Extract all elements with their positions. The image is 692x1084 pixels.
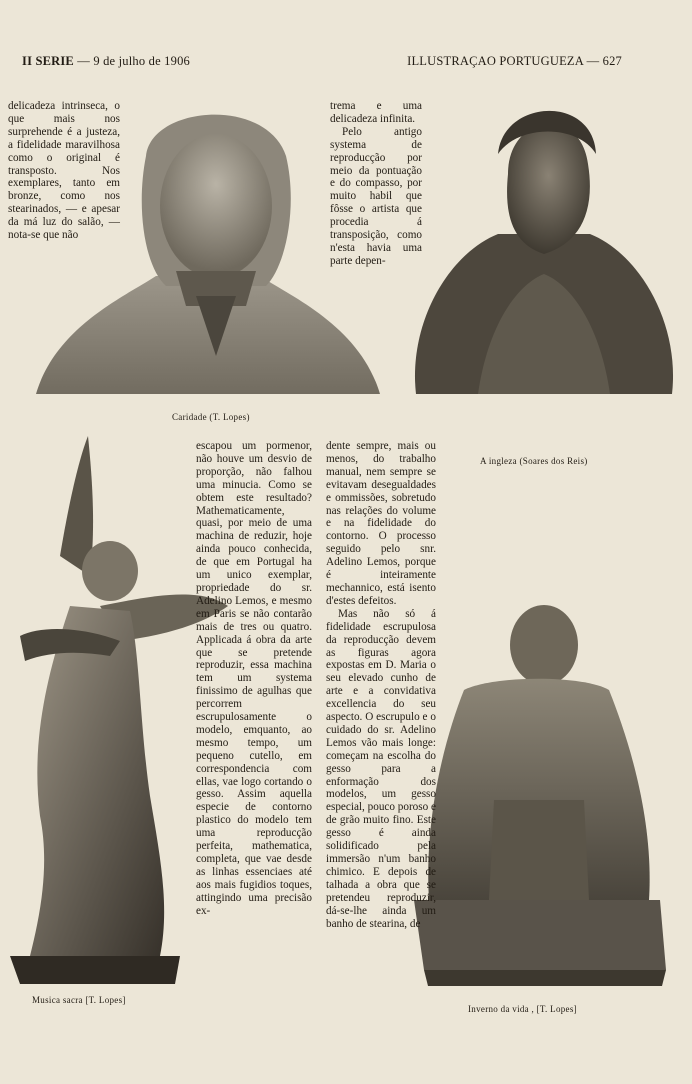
issue-date: — 9 de julho de 1906 xyxy=(73,54,190,68)
page-header-left xyxy=(22,54,190,69)
paragraph: dente sempre, mais ou menos, do trabalho manual, nem sempre se evitavam desegualdades e ommissões, sobretudo nas relações do volume e na fidelidade do contorno. O processo seguido pelo snr. Adelino Lemos, porque é inteiramente mechannico, está isento d'estes defeitos. xyxy=(326,440,436,607)
text-column-c xyxy=(196,440,312,1020)
inverno-da-vida-photo xyxy=(404,600,670,986)
text-column-d xyxy=(326,440,436,1020)
ingleza-photo xyxy=(408,94,680,408)
series-label: II SERIE xyxy=(22,54,74,68)
paragraph: Pelo antigo systema de reproducção por meio da pontuação e do compasso, por muito habil que fôsse o artista que procedia á transposição, como n'esta havia uma parte depen- xyxy=(330,125,422,267)
paragraph: Mas não só á fidelidade escrupulosa da reproducção devem as figuras agora expostas em D. Maria o seu elevado cunho de arte e a convidativa excellencia do seu aspecto. O escrupulo e o cuidado do sr. Adelino Lemos vão mais longe: começam na escolha do gesso para a enformação dos modelos, um gesso especial, pouco poroso e de grão muito fino. Este gesso é ainda solidificado pela immersão n'um banho chimico. E depois de talhada a obra que se pretendeu reproduzir, dá-se-lhe ainda um banho de stearina, de xyxy=(326,607,436,930)
musica-sacra-caption: Musica sacra [T. Lopes] xyxy=(32,995,126,1005)
inverno-da-vida-caption: Inverno da vida , [T. Lopes] xyxy=(468,1004,577,1014)
text-column-b xyxy=(330,100,422,267)
paragraph: escapou um pormenor, não houve um desvio de proporção, não falhou uma minucia. Como se obtem este resultado? Mathematicamente, quasi, por meio de uma machina de reduzir, hoje ainda pouco conhecida, de que em Portugal ha um unico exemplar, propriedade do sr. Adelino Lemos, e mesmo em Paris se não contarão mais de tres ou quatro. Applicada á obra da arte que se pretende reproduzir, essa machina tem um systema finissimo de agulhas que percorrem escrupulosamente o modelo, emquanto, ao mesmo tempo, um pequeno cutello, em correspondencia com ellas, vae logo cortando o gesso. Assim aquella especie de contorno plastico do modelo tem uma reproducção perfeita, mathematica, completa, que vae desde as linhas essenciaes até aos mais fugidios toques, attingindo uma precisão ex- xyxy=(196,440,312,917)
paragraph: delicadeza intrinseca, o que mais nos surprehende é a justeza, a fidelidade maravilhosa como o original é transposto. Nos exemplares, tanto em bronze, como nos stearinados, — e apesar da má luz do salão, —nota-se que não xyxy=(8,100,120,242)
page-header-right: ILLUSTRAÇAO PORTUGUEZA — 627 xyxy=(407,54,622,68)
text-column-a xyxy=(8,100,120,280)
ingleza-caption: A ingleza (Soares dos Reis) xyxy=(480,456,588,466)
paragraph: trema e uma delicadeza infinita. xyxy=(330,100,422,125)
caridade-caption: Caridade (T. Lopes) xyxy=(172,412,250,422)
